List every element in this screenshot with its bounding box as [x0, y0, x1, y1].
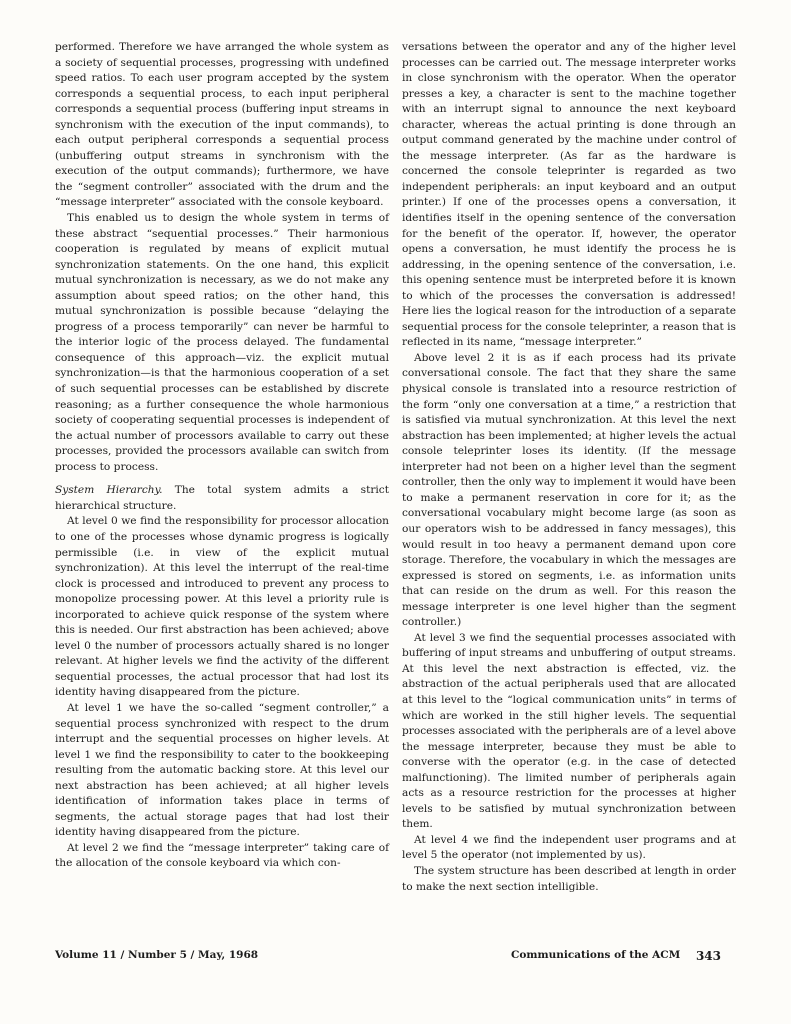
paragraph-above-level-2: Above level 2 it is as if each process had its private conversational console. The fact that they share the same physical console is translated into a resource restriction of the form “only one conversation at a time,” a restriction that is satisfied via mutual synchronization. At this level the next abstraction has been implemented; at higher levels the actual console teleprinter loses its identity. (If the message interpreter had not been on a higher level than the segment controller, then the only way to implement it would have been to make a permanent reservation in core for it; as the conversational vocabulary might become large (as soon as our operators wish to be addressed in fancy messages), this would result in too heavy a permanent demand upon core storage. Therefore, the vocabulary in which the messages are expressed is stored on segments, i.e. as information units that can reside on the drum as well. For this reason the message interpreter is one level higher than the segment controller.): [402, 351, 736, 629]
journal-name: Communications of the ACM: [511, 949, 681, 961]
paragraph-sequential-processes: This enabled us to design the whole system in terms of these abstract “sequential processes.” Their harmonious cooperation is regulated by means of explicit mutual synchronization statements. On the one hand, this explicit mutual synchronization is necessary, as we do not make any assumption about speed ratios; on the other hand, this mutual synchronization is possible because “delaying the progress of a process temporarily” can never be harmful to the interior logic of the process delayed. The fundamental consequence of this approach—viz. the explicit mutual synchronization—is that the harmonious cooperation of a set of such sequential processes can be established by discrete reasoning; as a further consequence the whole harmonious society of cooperating sequential processes is independent of the actual number of processors available to carry out these processes, provided the processors available can switch from process to process.: [55, 212, 389, 473]
paragraph-level-4-5: At level 4 we find the independent user programs and at level 5 the operator (not implemented by us).: [402, 833, 736, 862]
paragraph-continuation: performed. Therefore we have arranged the whole system as a society of sequential processes, progressing with undefined speed ratios. To each user program accepted by the system corresponds a sequential process, to each input peripheral corresponds a sequential process (buffering input streams in synchronism with the execution of the input commands), to each output peripheral corresponds a sequential process (unbuffering output streams in synchronism with the execution of the output commands); furthermore, we have the “segment controller” associated with the drum and the “message interpreter” associated with the console keyboard.: [55, 41, 389, 209]
left-column: [55, 40, 389, 872]
volume-issue-line: Volume 11 / Number 5 / May, 1968: [55, 949, 259, 961]
paragraph-level-0: At level 0 we find the responsibility for processor allocation to one of the processes whose dynamic progress is logically permissible (i.e. in view of the explicit mutual synchronization). At this level the interrupt of the real-time clock is processed and introduced to prevent any process to monopolize processing power. At this level a priority rule is incorporated to achieve quick response of the system where this is needed. Our first abstraction has been achieved; above level 0 the number of processors actually shared is no longer relevant. At higher levels we find the activity of the different sequential processes, the actual processor that had lost its identity having disappeared from the picture.: [55, 515, 389, 699]
paragraph-level-2-start: At level 2 we find the “message interpreter” taking care of the allocation of the console keyboard via which con-: [55, 841, 389, 870]
paragraph-level-1: At level 1 we have the so-called “segment controller,” a sequential process synchronized with respect to the drum interrupt and the sequential processes on higher levels. At level 1 we find the responsibility to cater to the bookkeeping resulting from the automatic backing store. At this level our next abstraction has been achieved; at all higher levels identification of information takes place in terms of segments, the actual storage pages that had lost their identity having disappeared from the picture.: [55, 701, 389, 839]
section-heading: System Hierarchy.: [55, 484, 163, 497]
page-number: 343: [695, 949, 721, 963]
paragraph-level-3: At level 3 we find the sequential processes associated with buffering of input streams and unbuffering of output streams. At this level the next abstraction is effected, viz. the abstraction of the actual peripherals used that are allocated at this level to the “logical communication units” in terms of which are worked in the still higher levels. The sequential processes associated with the peripherals are of a level above the message interpreter, because they must be able to converse with the operator (e.g. in the case of detected malfunctioning). The limited number of peripherals again acts as a resource restriction for the processes at higher levels to be satisfied by mutual synchronization between them.: [402, 631, 736, 831]
paragraph-system-hierarchy: [55, 483, 389, 514]
paragraph-level-2-continued: versations between the operator and any of the higher level processes can be carried out. The message interpreter works in close synchronism with the operator. When the operator presses a key, a character is sent to the machine together with an interrupt signal to announce the next keyboard character, whereas the actual printing is done through an output command generated by the machine under control of the message interpreter. (As far as the hardware is concerned the console teleprinter is regarded as two independent peripherals: an input keyboard and an output printer.) If one of the processes opens a conversation, it identifies itself in the opening sentence of the conversation for the benefit of the operator. If, however, the operator opens a conversation, he must identify the process he is addressing, in the opening sentence of the conversation, i.e. this opening sentence must be interpreted before it is known to which of the processes the conversation is addressed! Here lies the logical reason for the introduction of a separate sequential process for the console teleprinter, a reason that is reflected in its name, “message interpreter.”: [402, 41, 736, 349]
paragraph-closing: The system structure has been described at length in order to make the next section intelligible.: [402, 864, 736, 893]
section-intro-text: The total system admits a strict hierarchical structure.: [55, 484, 389, 512]
right-column: [402, 40, 736, 895]
page-footer: [55, 949, 721, 969]
